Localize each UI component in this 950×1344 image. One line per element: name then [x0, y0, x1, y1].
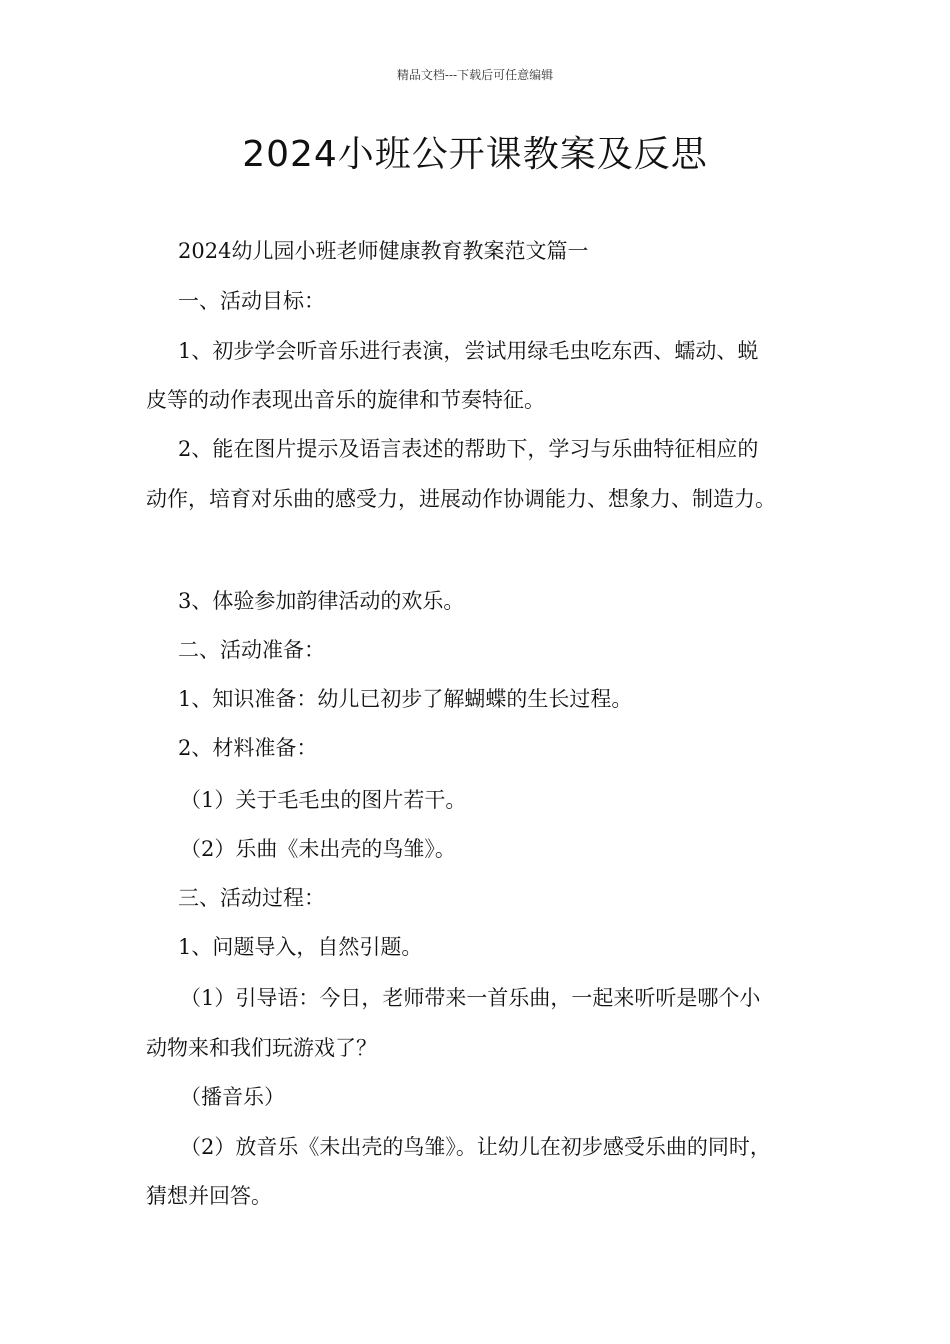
section-heading: 三、活动过程： [178, 886, 325, 910]
paragraph-line: （2）放音乐《未出壳的鸟雏》。让幼儿在初步感受乐曲的同时， [180, 1135, 771, 1159]
header-note: 精品文档---下载后可任意编辑 [396, 68, 554, 82]
paragraph-line: 3、体验参加韵律活动的欢乐。 [178, 589, 465, 613]
section-heading: 一、活动目标： [178, 289, 325, 313]
paragraph-line: 1、问题导入，自然引题。 [178, 935, 423, 959]
list-item: （1）关于毛毛虫的图片若干。 [180, 788, 467, 812]
paragraph-line: 皮等的动作表现出音乐的旋律和节奏特征。 [146, 388, 545, 412]
page-title: 2024小班公开课教案及反思 [242, 134, 708, 175]
paragraph-line: 动物来和我们玩游戏了？ [146, 1036, 377, 1060]
list-item: （2）乐曲《未出壳的鸟雏》。 [180, 837, 456, 861]
paragraph-line: 动作，培育对乐曲的感受力，进展动作协调能力、想象力、制造力。 [146, 487, 776, 511]
section-heading: 2024幼儿园小班老师健康教育教案范文篇一 [178, 239, 589, 263]
paragraph-line: （播音乐） [180, 1085, 285, 1109]
paragraph-line: 2、能在图片提示及语言表述的帮助下，学习与乐曲特征相应的 [178, 437, 759, 461]
paragraph-line: （1）引导语：今日，老师带来一首乐曲，一起来听听是哪个小 [180, 986, 761, 1010]
paragraph-line: 猜想并回答。 [146, 1184, 272, 1208]
paragraph-line: 2、材料准备： [178, 736, 318, 760]
paragraph-line: 1、初步学会听音乐进行表演，尝试用绿毛虫吃东西、蠕动、蜕 [178, 339, 759, 363]
paragraph-line: 1、知识准备：幼儿已初步了解蝴蝶的生长过程。 [178, 687, 633, 711]
section-heading: 二、活动准备： [178, 638, 325, 662]
